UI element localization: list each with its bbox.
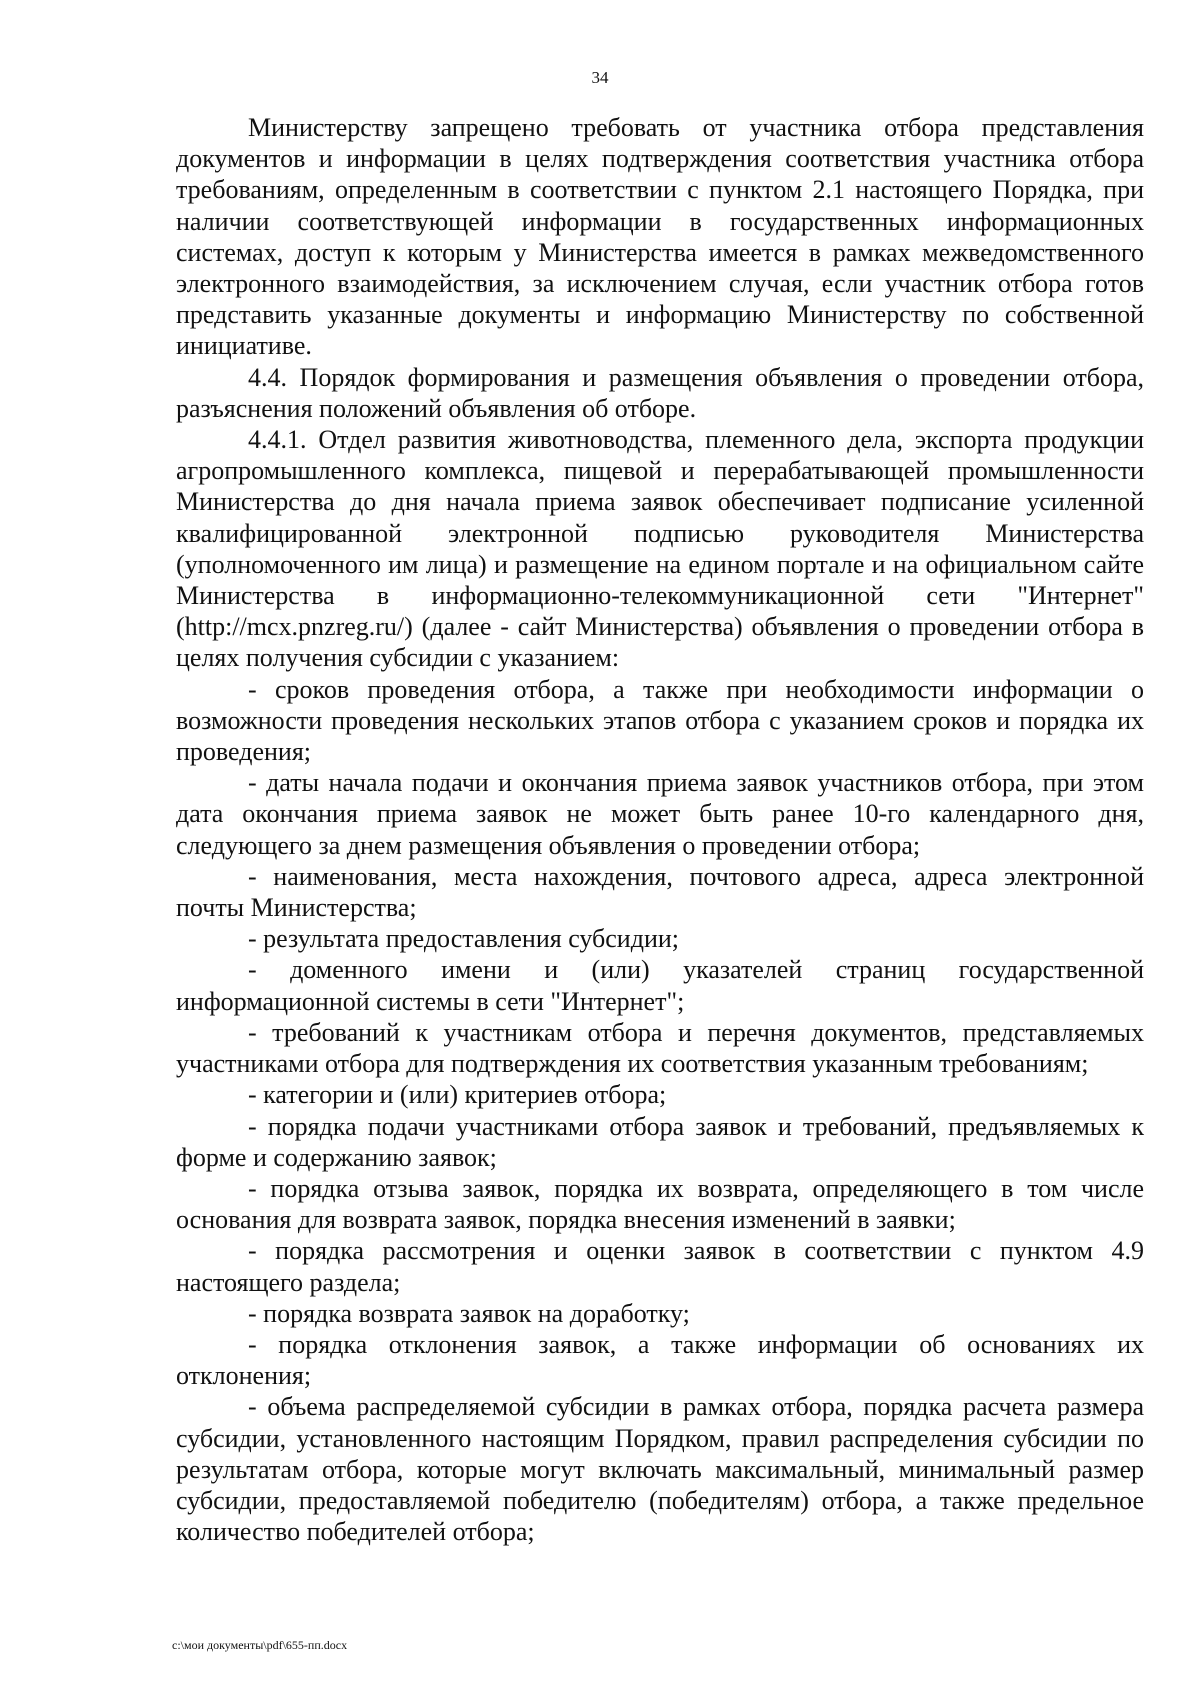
list-item: - категории и (или) критериев отбора; bbox=[248, 1080, 667, 1110]
list-item: - порядка отзыва заявок, порядка их возврата, определяющего в том числе основания для возврата заявок, порядка внесения изменений в заявки; bbox=[176, 1173, 1144, 1235]
list-item: - объема распределяемой субсидии в рамках отбора, порядка расчета размера субсидии, установленного настоящим Порядком, правил распределения субсидии по результатам отбора, которые могут включать максимальный, минимальный размер субсидии, предоставляемой победителю (победителям) отбора, а также предельное количество победителей отбора; bbox=[176, 1392, 1144, 1547]
list-item: - порядка возврата заявок на доработку; bbox=[248, 1298, 690, 1328]
file-path-footer: c:\мои документы\pdf\655-пп.docx bbox=[172, 1638, 348, 1652]
paragraph-ministry-prohibition: Министерству запрещено требовать от участника отбора представления документов и информации в целях подтверждения соответствия участника отбора требованиям, определенным в соответствии с пунктом 2.1 настоящего Порядка, при наличии соответствующей информации в государственных информационных системах, доступ к которым у Министерства имеется в рамках межведомственного электронного взаимодействия, за исключением случая, если участник отбора готов представить указанные документы и информацию Министерству по собственной инициативе. bbox=[176, 113, 1144, 361]
list-item: - даты начала подачи и окончания приема заявок участников отбора, при этом дата окончания приема заявок не может быть ранее 10-го календарного дня, следующего за днем размещения объявления о проведении отбора; bbox=[176, 768, 1144, 860]
paragraph-4-4: 4.4. Порядок формирования и размещения объявления о проведении отбора, разъяснения положений объявления об отборе. bbox=[176, 362, 1144, 423]
list-item: - наименования, места нахождения, почтового адреса, адреса электронной почты Министерства; bbox=[176, 861, 1144, 923]
list-item: - доменного имени и (или) указателей страниц государственной информационной системы в сети "Интернет"; bbox=[176, 955, 1144, 1016]
paragraph-4-4-1: 4.4.1. Отдел развития животноводства, племенного дела, экспорта продукции агропромышленного комплекса, пищевой и перерабатывающей промышленности Министерства до дня начала приема заявок обеспечивает подписание усиленной квалифицированной электронной подписью руководителя Министерства (уполномоченного им лица) и размещение на едином портале и на официальном сайте Министерства в информационно-телекоммуникационной сети "Интернет" (http://mcx.pnzreg.ru/) (далее - сайт Министерства) объявления о проведении отбора в целях получения субсидии с указанием: bbox=[176, 425, 1144, 673]
list-item: - порядка рассмотрения и оценки заявок в соответствии с пунктом 4.9 настоящего раздела; bbox=[176, 1236, 1144, 1297]
document-body bbox=[176, 112, 1144, 1547]
list-item: - порядка отклонения заявок, а также информации об основаниях их отклонения; bbox=[176, 1329, 1144, 1391]
list-item: - порядка подачи участниками отбора заявок и требований, предъявляемых к форме и содержанию заявок; bbox=[176, 1111, 1144, 1172]
list-item: - результата предоставления субсидии; bbox=[248, 924, 680, 954]
list-item: - сроков проведения отбора, а также при необходимости информации о возможности проведения нескольких этапов отбора с указанием сроков и порядка их проведения; bbox=[176, 674, 1144, 767]
page-number: 34 bbox=[591, 68, 609, 87]
list-item: - требований к участникам отбора и перечня документов, представляемых участниками отбора для подтверждения их соответствия указанным требованиям; bbox=[176, 1017, 1144, 1079]
